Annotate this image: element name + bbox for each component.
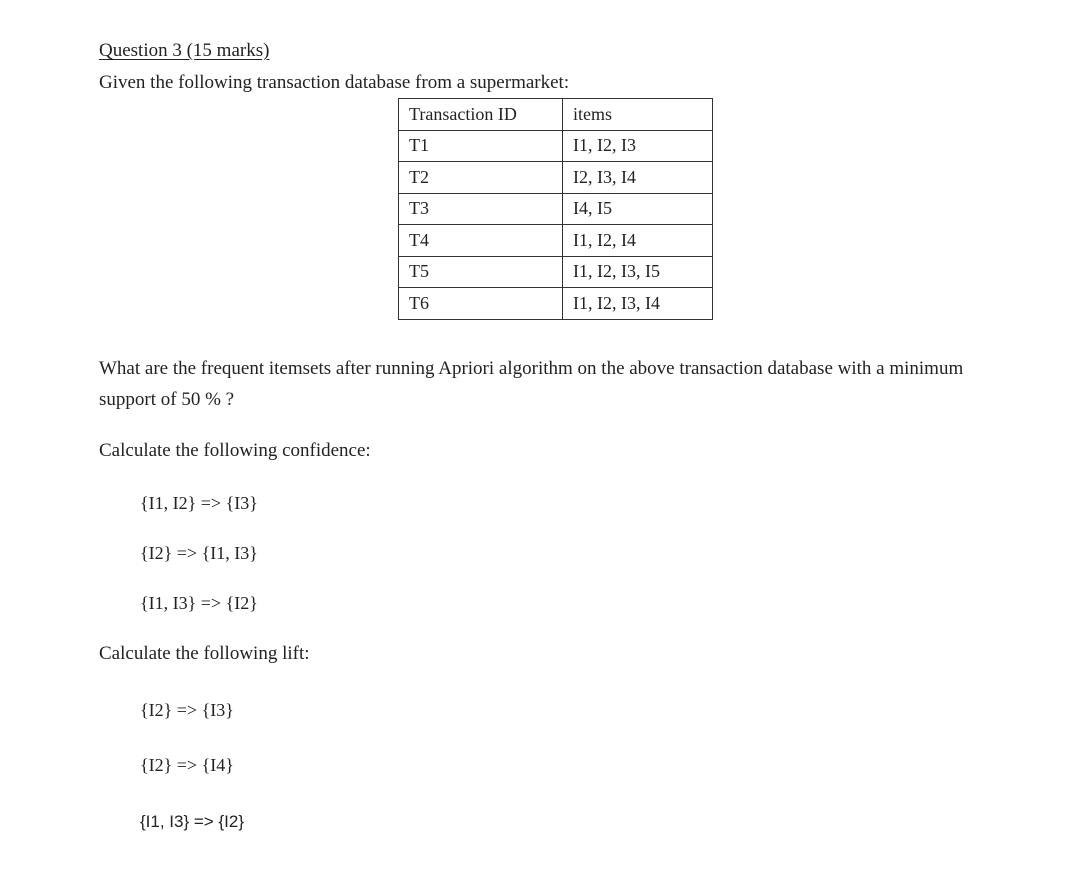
confidence-rule: {I2} => {I1, I3} — [140, 543, 258, 563]
table-row — [399, 225, 713, 257]
table-row — [399, 162, 713, 194]
table-row — [399, 130, 713, 162]
confidence-rule: {I1, I2} => {I3} — [140, 493, 258, 513]
cell-items: I1, I2, I3, I4 — [563, 288, 713, 320]
cell-transaction-id: T2 — [399, 162, 563, 194]
lift-label: Calculate the following lift: — [99, 643, 310, 664]
table-row — [399, 288, 713, 320]
cell-items: I1, I2, I3, I5 — [563, 256, 713, 288]
header-transaction-id: Transaction ID — [399, 99, 563, 131]
cell-transaction-id: T6 — [399, 288, 563, 320]
table-row — [399, 256, 713, 288]
lift-rule: {I1, I3} => {I2} — [140, 812, 244, 831]
cell-items: I1, I2, I4 — [563, 225, 713, 257]
confidence-rule: {I1, I3} => {I2} — [140, 593, 258, 613]
transaction-table — [398, 98, 713, 320]
confidence-label: Calculate the following confidence: — [99, 440, 371, 461]
lift-rule: {I2} => {I3} — [140, 700, 234, 720]
apriori-question: What are the frequent itemsets after running Apriori algorithm on the above transaction database with a minimum support of 50 % ? — [99, 358, 964, 410]
question-heading: Question 3 (15 marks) — [99, 40, 270, 61]
question-intro: Given the following transaction database from a supermarket: — [99, 72, 570, 93]
cell-items: I1, I2, I3 — [563, 130, 713, 162]
cell-transaction-id: T5 — [399, 256, 563, 288]
cell-items: I4, I5 — [563, 193, 713, 225]
lift-rule: {I2} => {I4} — [140, 755, 234, 775]
cell-transaction-id: T3 — [399, 193, 563, 225]
table-header-row — [399, 99, 713, 131]
cell-items: I2, I3, I4 — [563, 162, 713, 194]
cell-transaction-id: T1 — [399, 130, 563, 162]
table-row — [399, 193, 713, 225]
header-items: items — [563, 99, 713, 131]
cell-transaction-id: T4 — [399, 225, 563, 257]
